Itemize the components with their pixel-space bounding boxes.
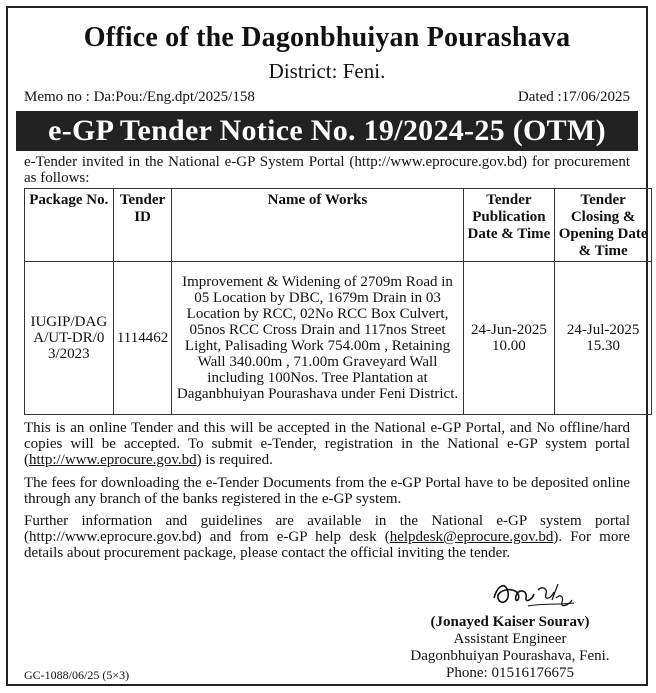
header-publication: Tender Publication Date & Time [463,189,555,262]
signature-block [390,614,630,682]
cell-works: Improvement & Widening of 2709m Road in 05 Location by DBC, 1679m Drain in 03 Location by RCC, 02No RCC Box Culvert, 05nos RCC Cross Drain and 117nos Street Light, Palisading Work 754.00m , Retaining Wall 340.00m , 71.00m Graveyard Wall including 100Nos. Tree Plantation at Daganbhuiyan Pourashava under Feni District. [172,262,463,415]
closing-time: 15.30 [586,338,620,354]
cell-package: IUGIP/DAGA/UT-DR/03/2023 [25,262,114,415]
notice-frame [6,6,648,686]
p1-text-a: This is an online Tender and this will be accepted in the National e-GP Portal, and No offline/hard copies will be accepted. To submit e-Tender, registration in the National e-GP system portal ( [24,420,630,468]
signature-image [488,576,578,612]
closing-date: 24-Jul-2025 [566,322,640,338]
helpdesk-email-link[interactable]: helpdesk@eprocure.gov.bd [389,529,554,545]
notice-date: Dated :17/06/2025 [517,89,630,105]
signer-name: (Jonayed Kaiser Sourav) [430,614,590,630]
signer-phone: Phone: 01516176675 [446,665,574,681]
intro-text: e-Tender invited in the National e-GP System Portal (http://www.eprocure.gov.bd) for procurement as follows: [24,154,630,186]
publication-time: 10.00 [492,338,526,354]
tender-table [24,188,652,415]
header-works: Name of Works [172,189,463,262]
table-row [25,262,652,415]
district-line: District: Feni. [268,59,386,83]
memo-number: Memo no : Da:Pou:/Eng.dpt/2025/158 [24,89,255,105]
header-closing: Tender Closing & Opening Date & Time [555,189,652,262]
cell-tender-id: 1114462 [113,262,172,415]
notice-banner: e-GP Tender Notice No. 19/2024-25 (OTM) [16,111,638,151]
eprocure-link[interactable]: http://www.eprocure.gov.bd [29,452,197,468]
cell-closing [555,262,652,415]
fees-paragraph: The fees for downloading the e-Tender Documents from the e-GP Portal have to be deposited online through any branch of the banks registered in the e-GP system. [24,475,630,507]
signer-title: Assistant Engineer [453,631,567,647]
gc-code: GC-1088/06/25 (5×3) [24,668,130,682]
cell-publication [463,262,555,415]
office-title: Office of the Dagonbhuiyan Pourashava [83,22,571,53]
p1-text-b: ) is required. [196,452,273,468]
p3-text-a: Further information and guidelines are available in the National e-GP system portal (http://www.eprocure.gov.bd) and from e-GP help desk ( [24,513,630,545]
p3-text-b: ). For more details about procurement package, please contact the official inviting the tender. [24,529,630,561]
online-tender-paragraph [24,420,630,468]
header-package: Package No. [25,189,114,262]
publication-date: 24-Jun-2025 [471,322,547,338]
header-tender-id: Tender ID [113,189,172,262]
further-info-paragraph [24,513,630,561]
table-header-row [25,189,652,262]
signer-office: Dagonbhuiyan Pourashava, Feni. [410,648,610,664]
